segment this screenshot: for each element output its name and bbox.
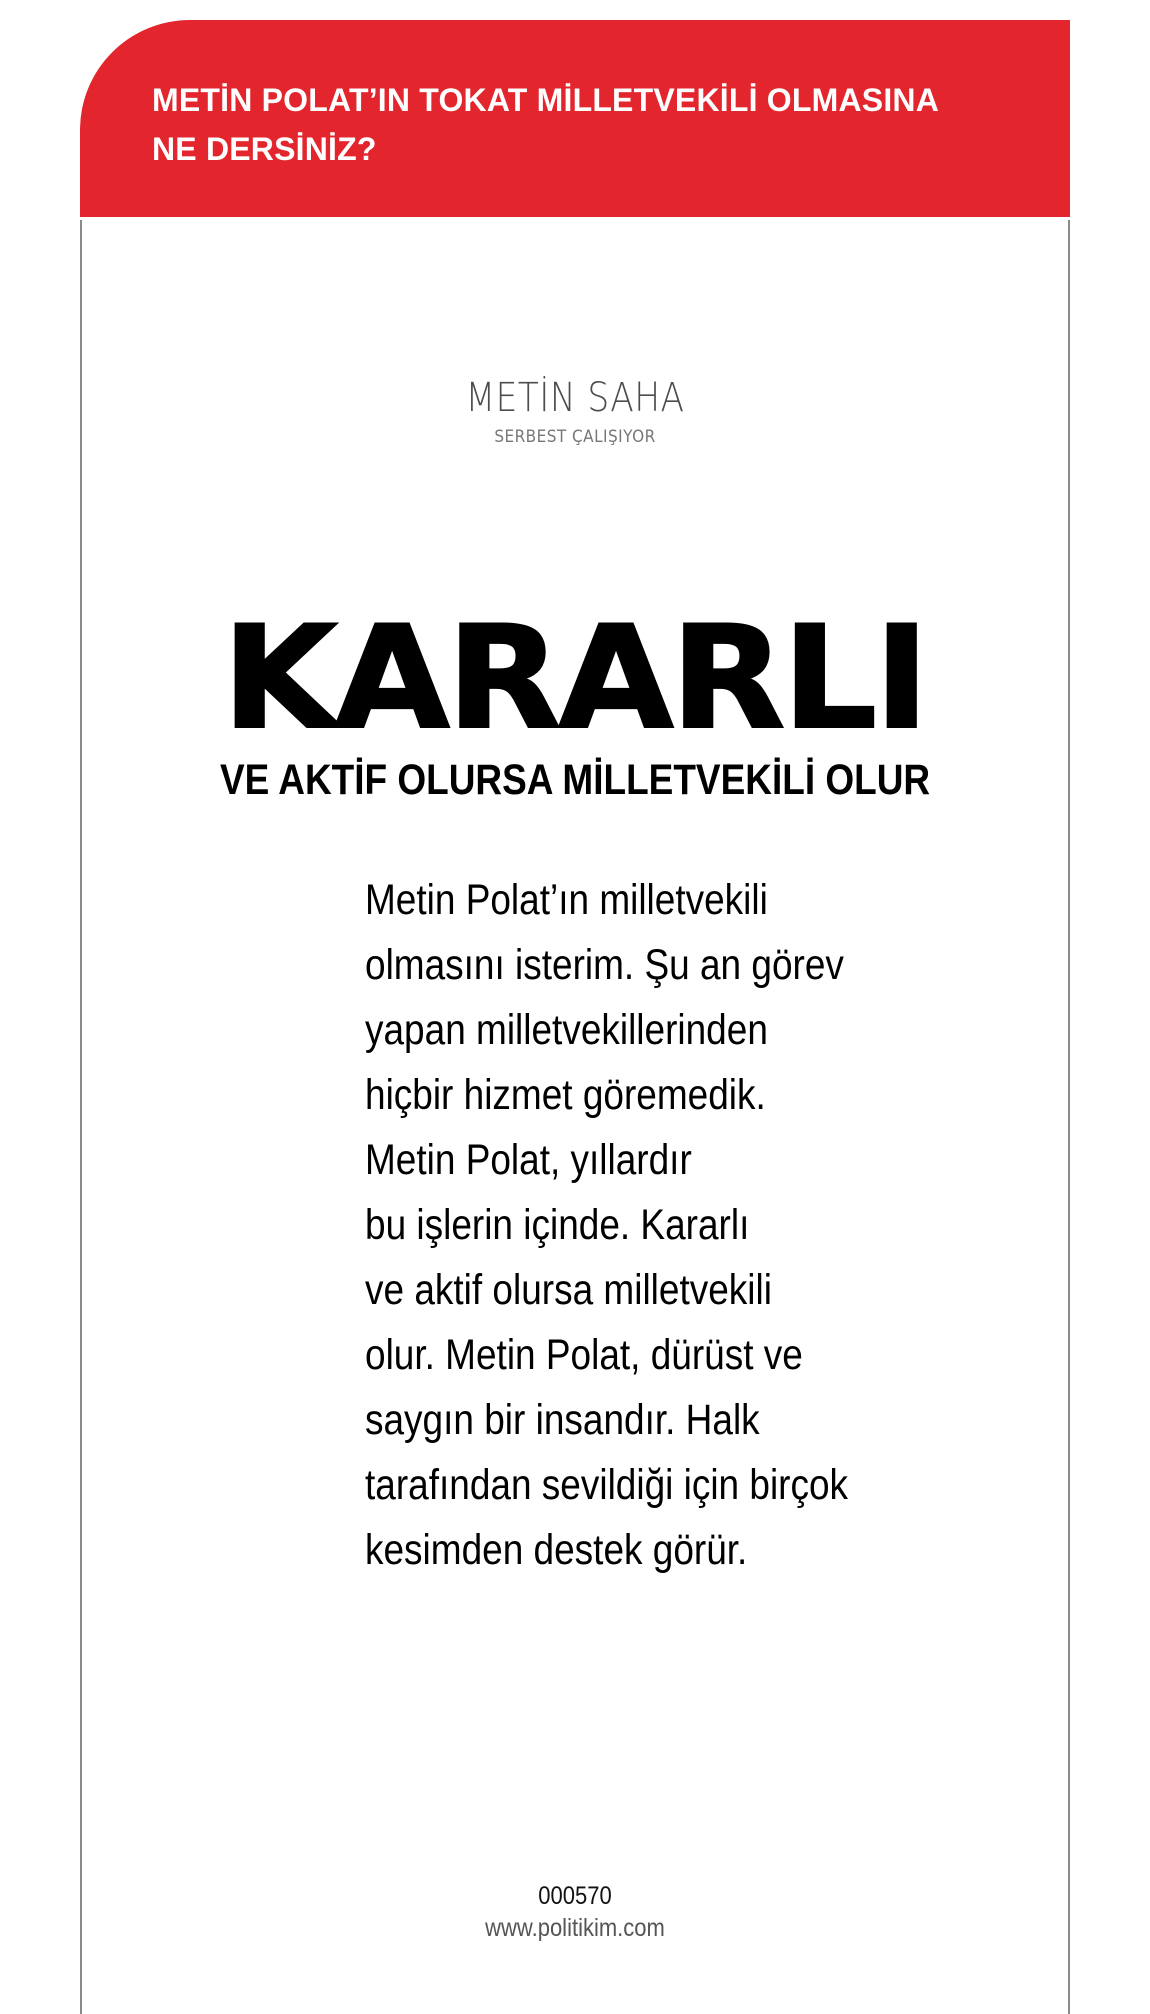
person-role: SERBEST ÇALIŞIYOR [494,427,656,447]
footer-code: 000570 [538,1882,612,1910]
body-line: olmasını isterim. Şu an görev [365,941,844,989]
body-line: yapan milletvekillerinden [365,1006,768,1054]
body-line: hiçbir hizmet göremedik. [365,1071,766,1119]
body-line: Metin Polat, yıllardır [365,1136,692,1184]
body-line: kesimden destek görür. [365,1526,748,1574]
header-title-line-1: METİN POLAT’IN TOKAT MİLLETVEKİLİ OLMASINA [152,82,940,118]
headline-sub: VE AKTİF OLURSA MİLLETVEKİLİ OLUR [220,756,931,804]
body-line: bu işlerin içinde. Kararlı [365,1201,750,1249]
body-line: ve aktif olursa milletvekili [365,1266,772,1314]
person-block [80,372,1070,448]
body-line: olur. Metin Polat, dürüst ve [365,1331,803,1379]
body-line: saygın bir insandır. Halk [365,1396,760,1444]
footer-website-link[interactable]: www.politikim.com [485,1914,665,1942]
footer [80,1880,1070,1944]
header-title-line-2: NE DERSİNİZ? [152,131,377,167]
person-name: METİN SAHA [465,375,685,421]
header-title [152,76,1030,174]
header-banner [80,20,1070,217]
body-line: Metin Polat’ın milletvekili [365,876,768,924]
headline-main: KARARLI [222,596,927,761]
body-text [365,868,925,1583]
body-line: tarafından sevildiği için birçok [365,1461,849,1509]
